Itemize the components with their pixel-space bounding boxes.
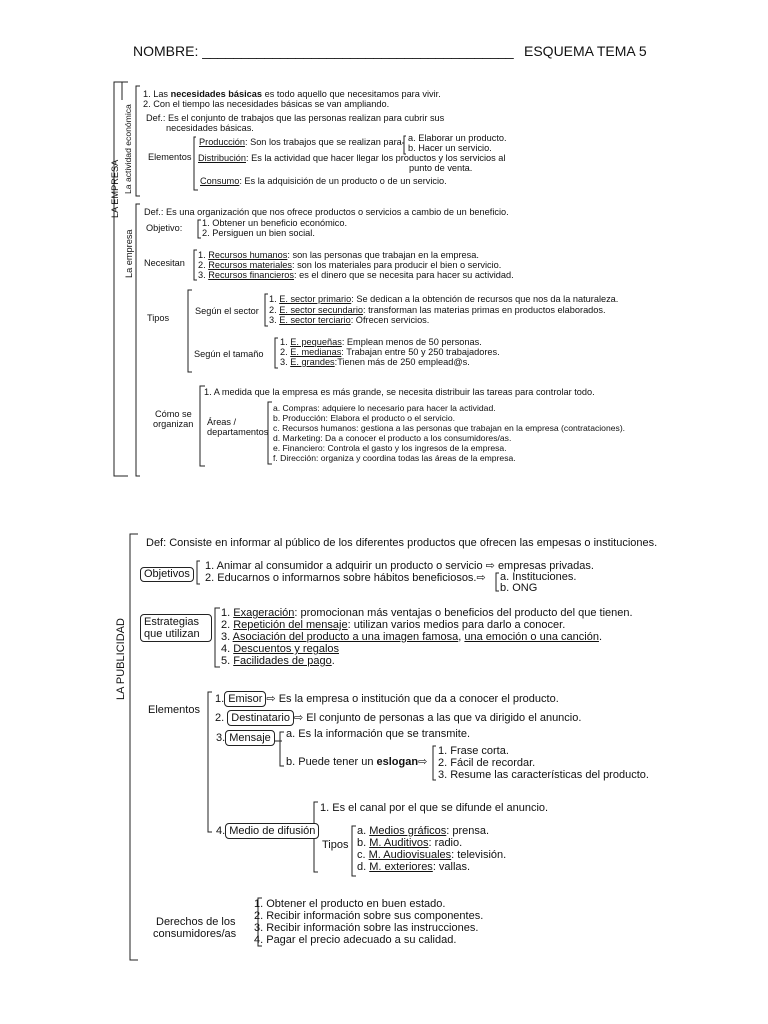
objetivo-label: Objetivo: [146,223,183,233]
estrategia-4: 4. Descuentos y regalos [221,643,340,655]
tamano-3: 3. E. grandes:Tienen más de 250 emplead@s. [280,357,470,367]
emisor-box: Emisor [224,691,266,707]
actividad-line-2: 2. Con el tiempo las necesidades básicas se van ampliando. [143,99,390,109]
distribucion-line-2: punto de venta. [409,163,473,173]
eslogan-3: 3. Resume las características del producto. [438,769,649,781]
tipo-d: d. M. exteriores: vallas. [357,861,471,873]
area-c: c. Recursos humanos: gestiona a las personas que trabajan en la empresa (contrataciones). [273,423,626,433]
tamano-2: 2. E. medianas: Trabajan entre 50 y 250 trabajadores. [280,347,500,357]
sector-3: 3. E. sector terciario: Ofrecen servicios. [269,315,430,325]
area-a: a. Compras: adquiere lo necesario para hacer la actividad. [273,403,496,413]
tamano-1: 1. E. pequeñas: Emplean menos de 50 personas. [280,337,482,347]
actividad-def-2: necesidades básicas. [166,123,254,133]
publicidad-def: Def: Consiste en informar al público de los diferentes productos que ofrecen las empesas o instituciones. [146,537,658,549]
tipo-b: b. M. Auditivos: radio. [357,837,463,849]
objetivos-box: Objetivos [140,567,194,582]
mensaje-box: Mensaje [225,730,275,746]
areas-label-1: Áreas / [207,417,237,427]
actividad-def: Def.: Es el conjunto de trabajos que las personas realizan para cubrir sus [146,113,445,123]
sector-label: Según el sector [195,306,259,316]
tipo-a: a. Medios gráficos: prensa. [357,825,490,837]
distribucion-line: Distribución: Es la actividad que hacer llegar los productos y los servicios al [198,153,506,163]
consumo-line: Consumo: Es la adquisición de un producto o de un servicio. [200,176,447,186]
eslogan-2: 2. Fácil de recordar. [438,757,536,769]
objetivo-pub-2-b: b. ONG [500,582,538,594]
derecho-4: 4. Pagar el precio adecuado a su calidad. [254,934,457,946]
objetivo-pub-1: 1. Animar al consumidor a adquirir un producto o servicio ⇨ empresas privadas. [205,560,594,572]
produccion-b: b. Hacer un servicio. [408,143,492,153]
estrategia-1: 1. Exageración: promocionan más ventajas o beneficios del producto del que tienen. [221,607,633,619]
derecho-1: 1. Obtener el producto en buen estado. [254,898,446,910]
arrow-right-icon: ⇨ [293,712,304,724]
page-title: ESQUEMA TEMA 5 [524,43,647,59]
area-d: d. Marketing: Da a conocer el producto a los consumidores/as. [273,433,512,443]
necesitan-1: 1. Recursos humanos: son las personas que trabajan en la empresa. [198,250,479,260]
arrow-right-icon: ⇨ [476,572,486,584]
derechos-label-1: Derechos de los [156,916,236,928]
organizan-1: 1. A medida que la empresa es más grande, se necesita distribuir las tareas para controlar todo. [204,387,595,397]
tipo-c: c. M. Audiovisuales: televisión. [357,849,507,861]
estrategias-box: Estrategias que utilizan [140,614,212,642]
area-e: e. Financiero: Controla el gasto y los ingresos de la empresa. [273,443,507,453]
estrategia-5: 5. Facilidades de pago. [221,655,335,667]
destinatario-box: Destinatario [227,710,294,726]
elementos-label: Elementos [148,704,200,716]
arrow-right-icon: ⇨ [266,693,276,705]
derecho-3: 3. Recibir información sobre las instrucciones. [254,922,479,934]
elemento-4: 4. Medio de difusión [216,826,319,837]
tamano-label: Según el tamaño [194,349,264,359]
organizan-label-1: Cómo se [155,409,192,419]
actividad-label: La actividad económica [123,104,133,194]
objetivo-1: 1. Obtener un beneficio económico. [202,218,348,228]
area-b: b. Producción: Elabora el producto o el servicio. [273,413,456,423]
produccion-a: a. Elaborar un producto. [408,133,507,143]
arrow-right-icon: ⇨ [418,756,428,768]
name-field-label: NOMBRE: ________________________________________ [133,43,514,59]
tipos-pub-label: Tipos [322,839,349,851]
objetivo-pub-2-a: a. Instituciones. [500,571,577,583]
objetivo-2: 2. Persiguen un bien social. [202,228,315,238]
sector-1: 1. E. sector primario: Se dedican a la obtención de recursos que nos da la naturaleza. [269,294,619,304]
elemento-2: 2. Destinatario ⇨ El conjunto de personas a las que va dirigido el anuncio. [215,712,582,724]
empresa-main-label: LA EMPRESA [110,159,120,218]
actividad-line-1: 1. Las necesidades básicas es todo aquello que necesitamos para vivir. [143,89,441,99]
medio-difusion-box: Medio de difusión [225,823,319,839]
mensaje-a: a. Es la información que se transmite. [286,728,471,740]
objetivo-pub-2: 2. Educarnos o informarnos sobre hábitos beneficiosos.⇨ [205,572,486,584]
derechos-label-2: consumidores/as [153,928,237,940]
medio-1: 1. Es el canal por el que se difunde el anuncio. [320,802,549,814]
tipos-label: Tipos [147,313,170,323]
mensaje-b: b. Puede tener un eslogan⇨ [286,756,428,768]
publicidad-main-label: LA PUBLICIDAD [115,618,127,700]
eslogan-1: 1. Frase corta. [438,745,509,757]
elemento-3: 3. Mensaje [216,733,275,744]
actividad-elementos-label: Elementos [148,152,192,162]
elemento-1: 1. Emisor ⇨ Es la empresa o institución que da a conocer el producto. [215,693,559,705]
la-empresa-label: La empresa [124,229,134,278]
arrow-right-icon: ⇨ [485,560,495,572]
empresa-def: Def.: Es una organización que nos ofrece productos o servicios a cambio de un beneficio. [144,207,509,217]
derecho-2: 2. Recibir información sobre sus componentes. [254,910,484,922]
estrategia-2: 2. Repetición del mensaje: utilizan varios medios para darlo a conocer. [221,619,566,631]
areas-label-2: departamentos [207,427,269,437]
estrategia-3: 3. Asociación del producto a una imagen famosa, una emoción o una canción. [221,631,602,643]
organizan-label-2: organizan [153,419,194,429]
necesitan-label: Necesitan [144,258,185,268]
produccion-line: Producción: Son los trabajos que se realizan para [199,137,402,147]
sector-2: 2. E. sector secundario: transforman las materias primas en productos elaborados. [269,305,606,315]
necesitan-2: 2. Recursos materiales: son los materiales para producir el bien o servicio. [198,260,502,270]
area-f: f. Dirección: organiza y coordina todas las áreas de la empresa. [273,453,516,463]
necesitan-3: 3. Recursos financieros: es el dinero que se necesita para hacer su actividad. [198,270,514,280]
